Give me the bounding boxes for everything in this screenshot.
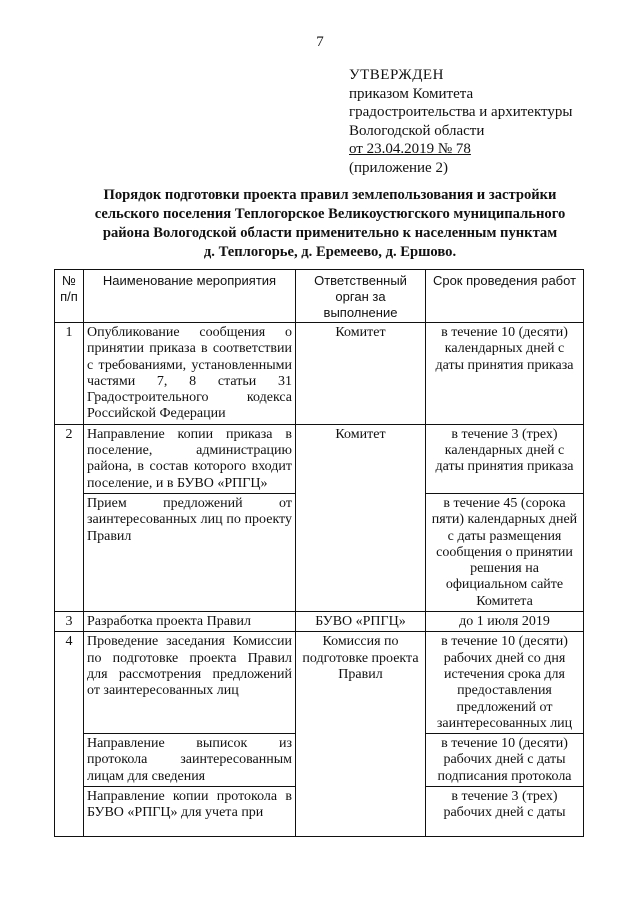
table-row <box>55 323 584 425</box>
row-num: 4 <box>55 632 84 837</box>
row-name: Направление выписок из протокола заинтересованным лицам для сведения <box>84 734 296 787</box>
row-num: 3 <box>55 612 84 632</box>
row-term: в течение 10 (десяти) рабочих дней с даты подписания протокола <box>426 734 584 787</box>
page-number: 7 <box>316 34 324 50</box>
row-name: Направление копии приказа в поселение, администрацию района, в состав которого входит поселение, и в БУВО «РПГЦ» <box>84 424 296 493</box>
row-term: в течение 3 (трех) календарных дней с даты принятия приказа <box>426 424 584 493</box>
approval-line-3: Вологодской области <box>349 122 485 139</box>
row-name: Разработка проекта Правил <box>84 612 296 632</box>
table-header-row <box>55 270 584 323</box>
approval-appendix: (приложение 2) <box>349 159 448 176</box>
row-term-cell <box>426 787 584 837</box>
table-row <box>55 612 584 632</box>
row-term: в течение 10 (десяти) календарных дней с даты принятия приказа <box>426 323 584 425</box>
row-term: в течение 10 (десяти) рабочих дней со дня истечения срока для предоставления предложений от заинтересованных лиц <box>426 632 584 734</box>
title-line-4: д. Теплогорье, д. Еремеево, д. Ершово. <box>203 244 457 260</box>
header-org: Ответственный орган за выполнение <box>296 270 426 323</box>
row-term: до 1 июля 2019 <box>426 612 584 632</box>
approval-line-1: приказом Комитета <box>349 85 474 102</box>
approval-heading: УТВЕРЖДЕН <box>349 67 444 83</box>
row-name: Проведение заседания Комиссии по подготовке проекта Правил для рассмотрения предложений от заинтересованных лиц <box>84 632 296 734</box>
approval-line-2: градостроительства и архитектуры <box>349 104 573 120</box>
title-line-3: района Вологодской области применительно к населенным пунктам <box>102 225 558 241</box>
row-term: в течение 3 (трех) рабочих дней с даты <box>443 789 566 821</box>
activities-table <box>54 269 584 837</box>
title-line-2: сельского поселения Теплогорское Великоустюгского муниципального <box>94 206 566 222</box>
row-term: в течение 45 (сорока пяти) календарных дней с даты размещения сообщения о принятии решения на официальном сайте Комитета <box>426 493 584 611</box>
row-num: 2 <box>55 424 84 611</box>
row-org: БУВО «РПГЦ» <box>296 612 426 632</box>
header-term: Срок проведения работ <box>426 270 584 323</box>
row-org: Комиссия по подготовке проекта Правил <box>296 632 426 837</box>
title-line-1: Порядок подготовки проекта правил землепользования и застройки <box>103 187 557 203</box>
document-title <box>56 186 604 262</box>
row-org: Комитет <box>296 323 426 425</box>
table-row <box>55 424 584 493</box>
row-num: 1 <box>55 323 84 425</box>
approval-order-ref: от 23.04.2019 № 78 <box>349 141 471 157</box>
row-name: Опубликование сообщения о принятии приказа в соответствии с требованиями, установленными частями 7, 8 статьи 31 Градостроительного кодекса Российской Федерации <box>84 323 296 425</box>
row-name-cell <box>84 787 296 837</box>
header-num: № п/п <box>55 270 84 323</box>
row-org: Комитет <box>296 424 426 611</box>
approval-stamp <box>349 66 629 177</box>
row-name: Направление копии протокола в БУВО «РПГЦ» для учета при <box>87 789 292 821</box>
row-name: Прием предложений от заинтересованных лиц по проекту Правил <box>84 493 296 611</box>
header-name: Наименование мероприятия <box>84 270 296 323</box>
table-row <box>55 632 584 734</box>
